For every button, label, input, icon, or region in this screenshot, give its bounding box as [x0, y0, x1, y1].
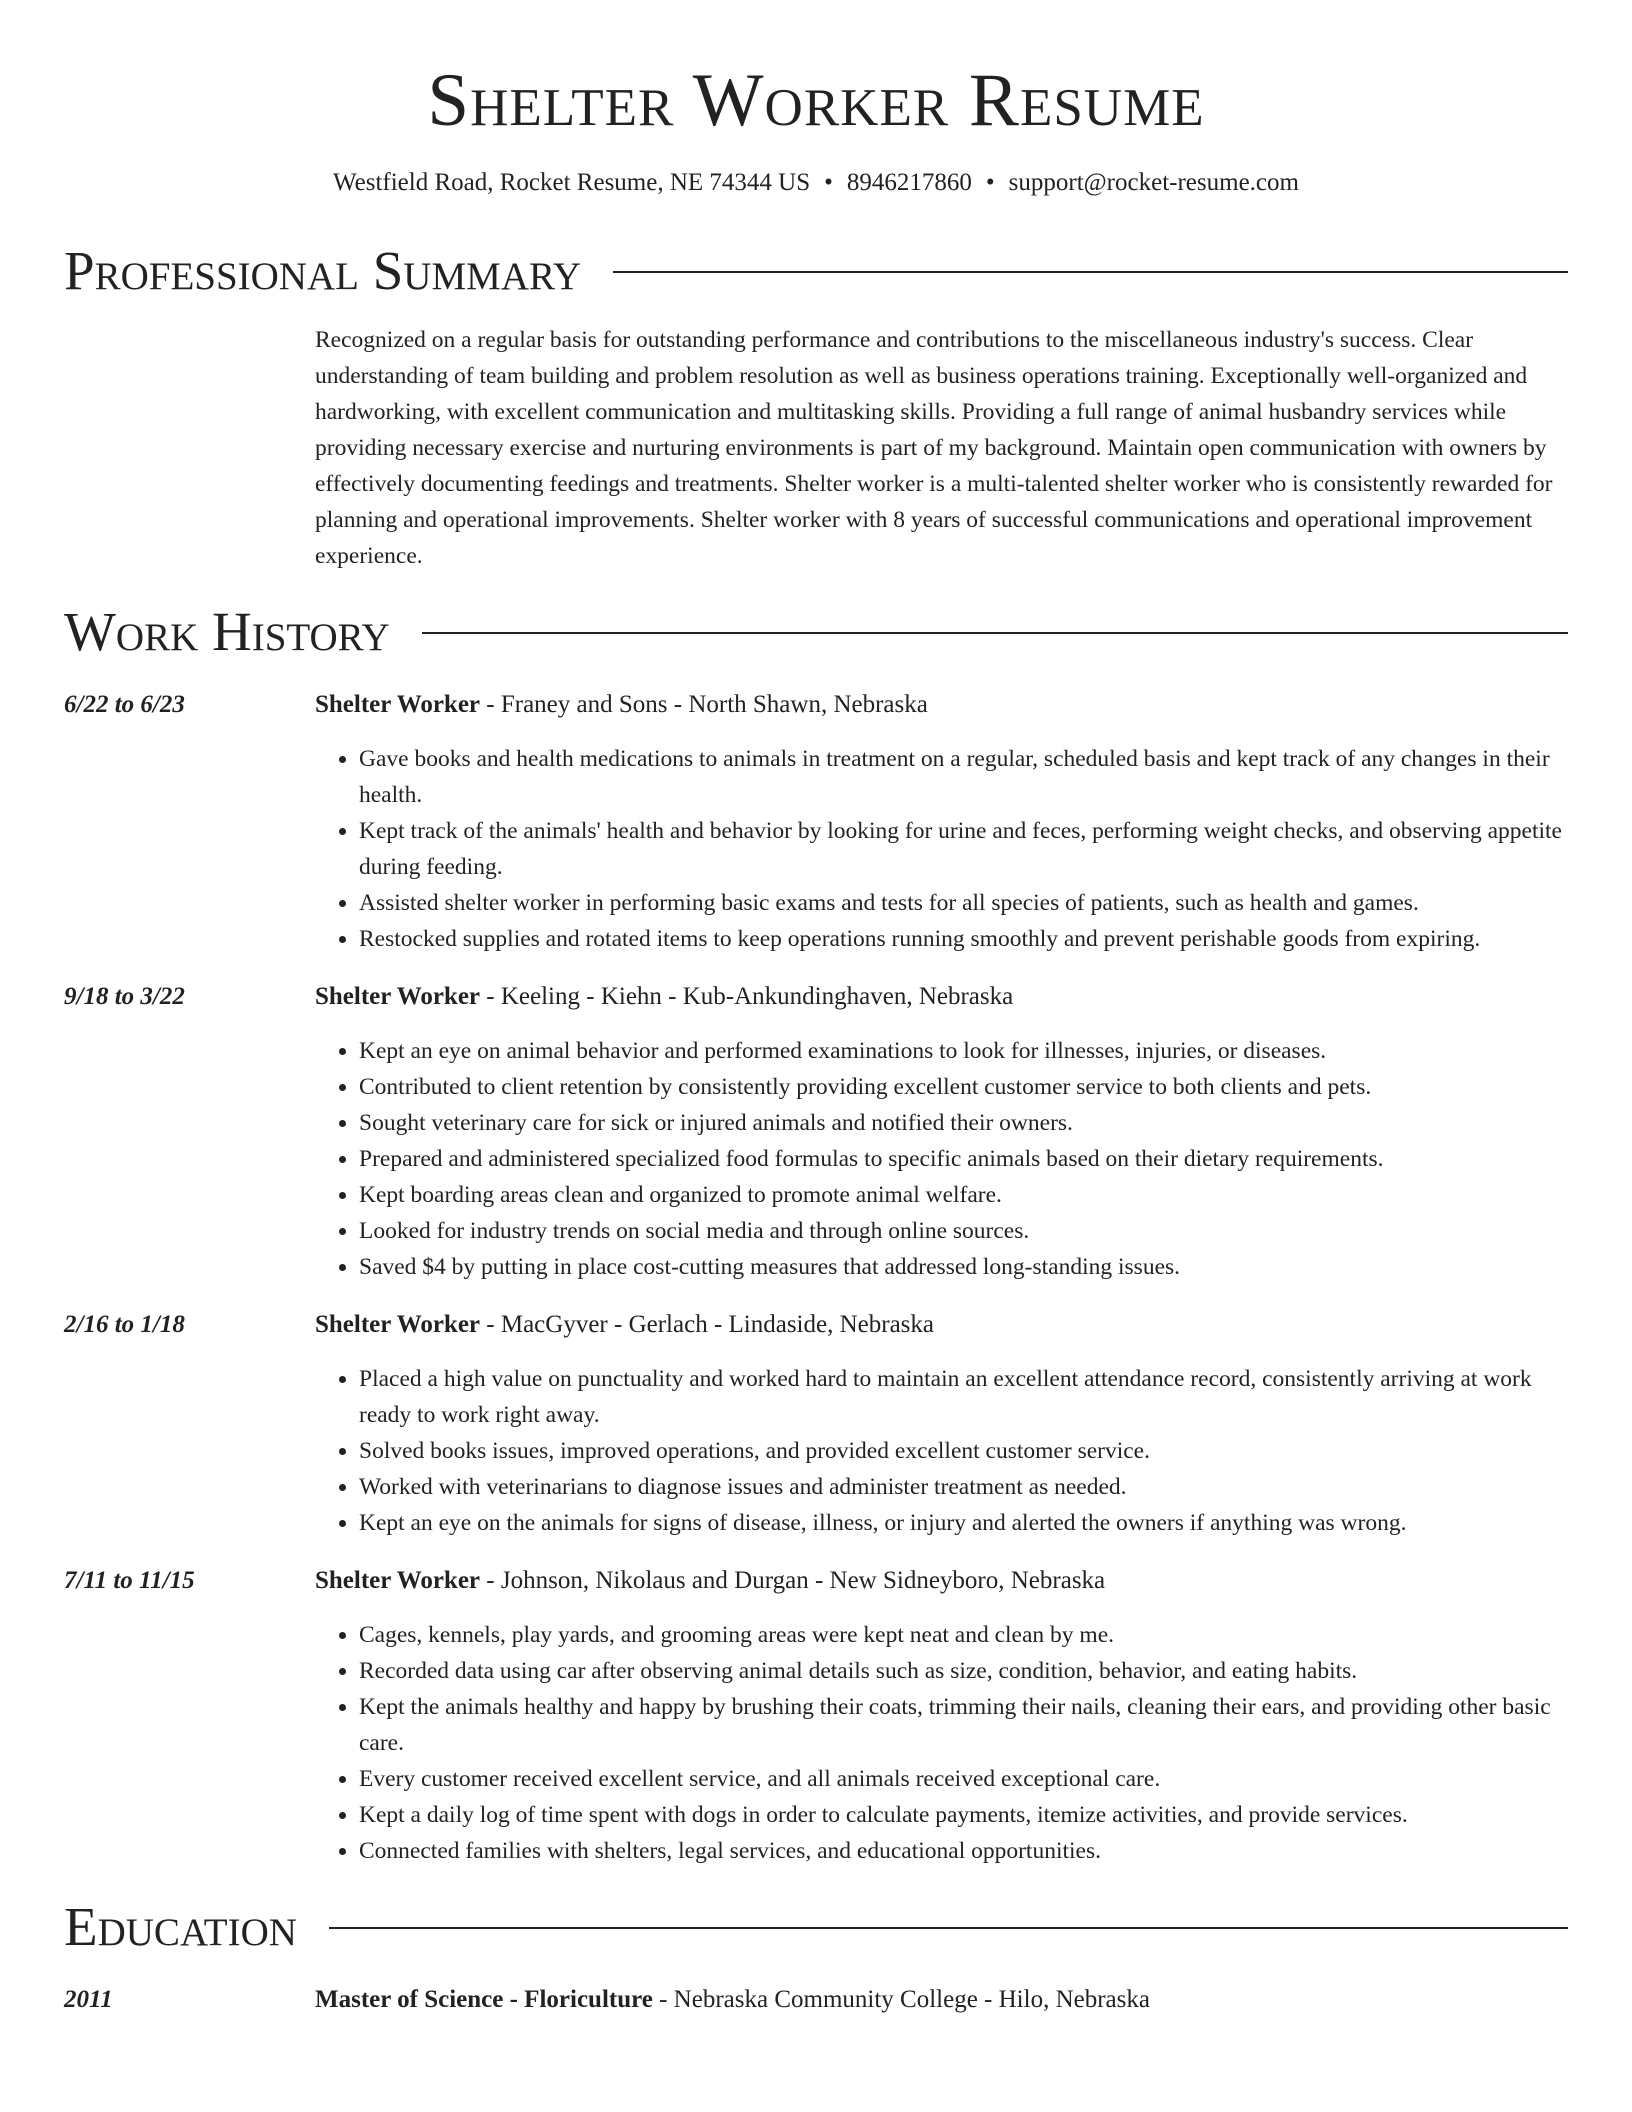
job-employer: - Franey and Sons - North Shawn, Nebraska [480, 690, 928, 718]
education-body [315, 1982, 1568, 2018]
job-duty: • Kept a daily log of time spent with dogs in order to calculate payments, itemize activities, and provide services. [359, 1797, 1568, 1833]
summary-text: Recognized on a regular basis for outstanding performance and contributions to the miscellaneous industry's success. Clear understanding of team building and problem resolution as well as business operations training. Exceptionally well-organized and hardworking, with excellent communication and multitasking skills. Providing a full range of animal husbandry services while providing necessary exercise and nurturing environments is part of my background. Maintain open communication with owners by effectively documenting feedings and treatments. Shelter worker is a multi-talented shelter worker who is consistently rewarded for planning and operational improvements. Shelter worker with 8 years of successful communications and operational improvement experience. [315, 326, 1553, 569]
section-divider [422, 632, 1568, 634]
job-dates: 6/22 to 6/23 [64, 690, 185, 718]
job-duties [315, 1617, 1568, 1869]
job-employer: - MacGyver - Gerlach - Lindaside, Nebraska [480, 1310, 934, 1338]
work-heading: Work History [64, 600, 390, 662]
job-duties [315, 1361, 1568, 1541]
job-duty: • Looked for industry trends on social media and through online sources. [359, 1213, 1568, 1249]
job-dates: 9/18 to 3/22 [64, 982, 185, 1010]
job-title-line [315, 1563, 1568, 1599]
contact-phone: 8946217860 [846, 168, 972, 196]
job-duty: • Kept an eye on animal behavior and performed examinations to look for illnesses, injuries, or diseases. [359, 1033, 1568, 1069]
job-duty: • Kept the animals healthy and happy by brushing their coats, trimming their nails, cleaning their ears, and providing other basic care. [359, 1689, 1568, 1761]
job-title: Shelter Worker [315, 1566, 481, 1594]
job-duty: • Placed a high value on punctuality and worked hard to maintain an excellent attendance record, consistently arriving at work ready to work right away. [359, 1361, 1568, 1433]
job-duty: • Recorded data using car after observing animal details such as size, condition, behavior, and eating habits. [359, 1653, 1568, 1689]
job-duty: • Sought veterinary care for sick or injured animals and notified their owners. [359, 1105, 1568, 1141]
job-entry [64, 687, 1568, 957]
job-employer: - Keeling - Kiehn - Kub-Ankundinghaven, Nebraska [480, 982, 1014, 1010]
job-body [315, 979, 1568, 1285]
job-duty: • Worked with veterinarians to diagnose issues and administer treatment as needed. [359, 1469, 1568, 1505]
resume-title: Shelter Worker Resume [427, 59, 1205, 142]
contact-separator: • [824, 168, 833, 196]
job-duty: • Assisted shelter worker in performing basic exams and tests for all species of patients, such as health and games. [359, 885, 1568, 921]
job-body [315, 1563, 1568, 1869]
contact-email: support@rocket-resume.com [1008, 168, 1299, 196]
education-degree: Master of Science - Floriculture [315, 1985, 653, 2013]
job-entry [64, 979, 1568, 1285]
job-dates: 7/11 to 11/15 [64, 1566, 195, 1594]
summary-section-header [64, 239, 1568, 301]
job-duty: • Prepared and administered specialized food formulas to specific animals based on their dietary requirements. [359, 1141, 1568, 1177]
job-title: Shelter Worker [315, 1310, 481, 1338]
job-body [315, 687, 1568, 957]
contact-line [64, 169, 1568, 197]
job-duties [315, 741, 1568, 957]
job-duty: • Kept an eye on the animals for signs of disease, illness, or injury and alerted the owners if anything was wrong. [359, 1505, 1568, 1541]
job-duty: • Saved $4 by putting in place cost-cutting measures that addressed long-standing issues. [359, 1249, 1568, 1285]
job-duty: • Cages, kennels, play yards, and grooming areas were kept neat and clean by me. [359, 1617, 1568, 1653]
job-title-line [315, 687, 1568, 723]
job-dates: 2/16 to 1/18 [64, 1310, 185, 1338]
job-employer: - Johnson, Nikolaus and Durgan - New Sidneyboro, Nebraska [480, 1566, 1106, 1594]
job-duty: • Gave books and health medications to animals in treatment on a regular, scheduled basis and kept track of any changes in their health. [359, 741, 1568, 813]
job-body [315, 1307, 1568, 1541]
summary-heading: Professional Summary [64, 239, 582, 301]
job-duty: • Connected families with shelters, legal services, and educational opportunities. [359, 1833, 1568, 1869]
job-title: Shelter Worker [315, 690, 481, 718]
job-duty: • Every customer received excellent service, and all animals received exceptional care. [359, 1761, 1568, 1797]
job-duty: • Solved books issues, improved operations, and provided excellent customer service. [359, 1433, 1568, 1469]
job-duty: • Contributed to client retention by consistently providing excellent customer service to both clients and pets. [359, 1069, 1568, 1105]
job-title: Shelter Worker [315, 982, 481, 1010]
job-duty: • Kept boarding areas clean and organized to promote animal welfare. [359, 1177, 1568, 1213]
job-entry [64, 1307, 1568, 1541]
education-year: 2011 [64, 1985, 113, 2013]
section-divider [329, 1927, 1568, 1929]
education-heading: Education [64, 1895, 297, 1957]
education-entry [64, 1982, 1568, 2018]
education-title-line [315, 1982, 1568, 2018]
contact-separator: • [985, 168, 995, 196]
work-section-header [64, 600, 1568, 662]
education-school: - Nebraska Community College - Hilo, Nebraska [652, 1985, 1150, 2013]
contact-address: Westfield Road, Rocket Resume, NE 74344 US [333, 168, 811, 196]
resume-header [64, 0, 1568, 197]
section-divider [613, 271, 1568, 273]
job-title-line [315, 1307, 1568, 1343]
job-duty: • Restocked supplies and rotated items to keep operations running smoothly and prevent perishable goods from expiring. [359, 921, 1568, 957]
job-entry [64, 1563, 1568, 1869]
job-duties [315, 1033, 1568, 1285]
education-section-header [64, 1895, 1568, 1957]
job-title-line [315, 979, 1568, 1015]
job-duty: • Kept track of the animals' health and behavior by looking for urine and feces, performing weight checks, and observing appetite during feeding. [359, 813, 1568, 885]
